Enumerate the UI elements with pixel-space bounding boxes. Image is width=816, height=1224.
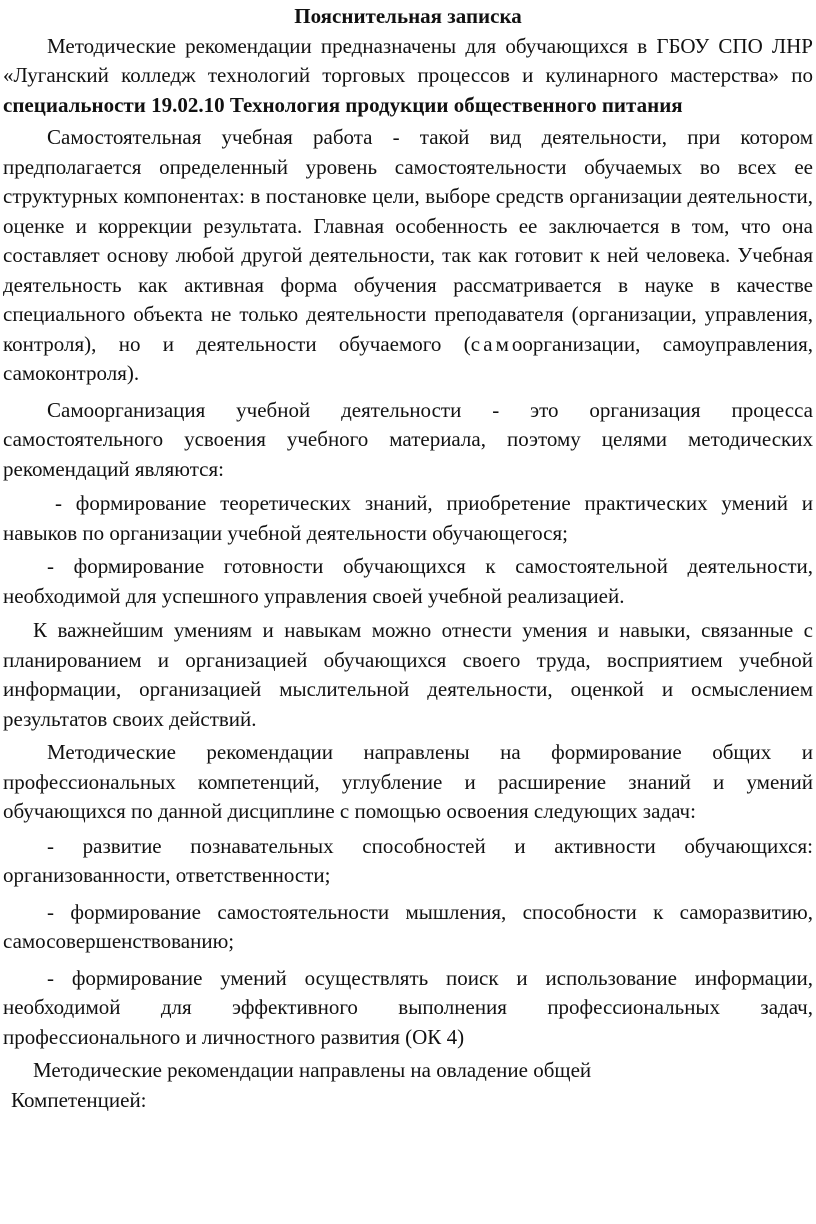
mastery-paragraph: Методические рекомендации направлены на овладение общей [33, 1058, 592, 1082]
independent-work-paragraph [3, 123, 813, 389]
goal-item-2: - формирование готовности обучающихся к самостоятельной деятельности, необходимой для успешного управления своей учебной реализацией. [3, 554, 813, 608]
directions-paragraph: Методические рекомендации направлены на формирование общих и профессиональных компетенций, углубление и расширение знаний и умений обучающихся по данной дисциплине с помощью освоения следующих задач: [3, 740, 813, 823]
independent-work-text: Самостоятельная учебная работа - такой вид деятельности, при котором предполагается определенный уровень самостоятельности обучаемых во всех ее структурных компонентах: в постановке цели, выборе средств организации деятельности, оценке и коррекции результата. Главная особенность ее заключается в том, что она составляет основу любой другой деятельности, так как готовит к ней человека. Учебная деятельность как активная форма обучения рассматривается в науке в качестве специального объекта не только деятельности преподавателя (организации, управления, контроля), но и деятельности обучаемого ( [3, 125, 813, 356]
competence-line: Компетенцией: [11, 1087, 147, 1112]
goal-item-1: - формирование теоретических знаний, приобретение практических умений и навыков по организации учебной деятельности обучающегося; [3, 491, 813, 545]
task-item-3: - формирование умений осуществлять поиск и использование информации, необходимой для эффективного выполнения профессиональных задач, профессионального и личностного развития (ОК 4) [3, 965, 813, 1049]
task-item-2: - формирование самостоятельности мышления, способности к саморазвитию, самосовершенствованию; [3, 899, 813, 953]
task-item-1: - развитие познавательных способностей и активности обучающихся: организованности, ответственности; [3, 833, 813, 887]
independent-work-text-end: оорганизации, самоуправления, самоконтроля). [3, 331, 813, 385]
self-organization-paragraph: Самоорганизация учебной деятельности - это организация процесса самостоятельного усвоения учебного материала, поэтому целями методических рекомендаций являются: [3, 397, 813, 481]
intro-text: Методические рекомендации предназначены для обучающихся в ГБОУ СПО ЛНР «Луганский колледж технологий торговых процессов и кулинарного мастерства» по [3, 33, 813, 87]
document-title: Пояснительная записка [294, 4, 522, 28]
independent-work-spaced-fragment: сам [470, 331, 512, 356]
specialty-name: специальности 19.02.10 Технология продукции общественного питания [3, 92, 683, 117]
skills-paragraph: К важнейшим умениям и навыкам можно отнести умения и навыки, связанные с планированием и организацией обучающихся своего труда, восприятием учебной информации, организацией мыслительной деятельности, оценкой и осмыслением результатов своих действий. [3, 618, 813, 731]
intro-paragraph [3, 32, 813, 121]
